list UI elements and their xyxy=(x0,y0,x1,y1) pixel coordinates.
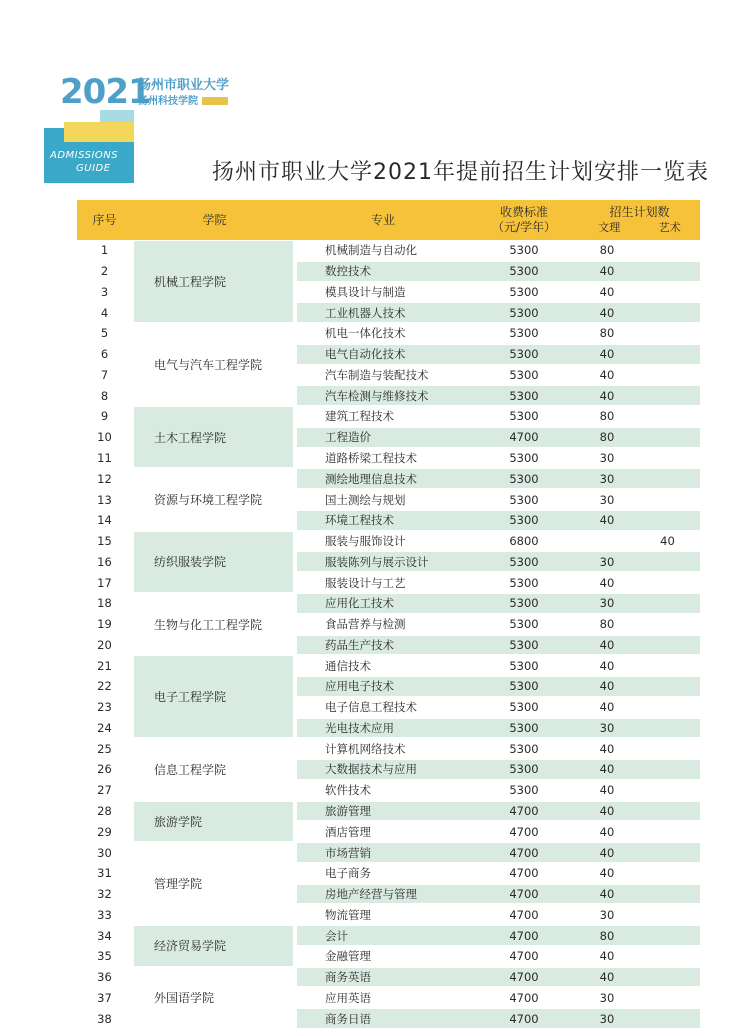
row-index: 11 xyxy=(97,451,112,465)
fee-value: 4700 xyxy=(509,845,539,860)
plan-yishu xyxy=(635,801,700,822)
table-row xyxy=(77,240,700,261)
plan-wenli: 80 xyxy=(599,409,615,424)
plan-yishu xyxy=(635,842,700,863)
plan-yishu xyxy=(635,468,700,489)
logo-admissions: ADMISSIONS xyxy=(50,150,119,161)
row-index: 35 xyxy=(97,949,112,964)
major-name: 测绘地理信息技术 xyxy=(325,471,417,486)
plan-wenli: 80 xyxy=(599,243,615,258)
major-name: 光电技术应用 xyxy=(325,720,394,735)
major-name: 药品生产技术 xyxy=(325,637,394,652)
fee-value: 4700 xyxy=(509,887,539,902)
table-row xyxy=(77,780,700,801)
table-row xyxy=(77,531,700,552)
college-cell: 电气与汽车工程学院 xyxy=(154,358,263,373)
table-row xyxy=(77,884,700,905)
plan-wenli: 40 xyxy=(599,783,615,798)
page-title: 扬州市职业大学2021年提前招生计划安排一览表 xyxy=(212,160,709,185)
plan-wenli: 80 xyxy=(599,430,615,445)
college-cell: 旅游学院 xyxy=(134,802,293,842)
table-row xyxy=(77,904,700,925)
major-name: 汽车制造与装配技术 xyxy=(325,367,429,382)
row-index: 27 xyxy=(97,783,112,798)
table-row xyxy=(77,282,700,303)
fee-value: 4700 xyxy=(509,430,539,445)
row-index: 4 xyxy=(100,305,109,320)
fee-value: 4700 xyxy=(509,907,539,922)
table-row xyxy=(77,427,700,448)
plan-wenli: 30 xyxy=(599,720,615,735)
major-name: 服装陈列与展示设计 xyxy=(325,554,429,569)
fee-value: 5300 xyxy=(509,783,539,798)
college-cell: 信息工程学院 xyxy=(154,762,227,777)
plan-wenli: 40 xyxy=(599,347,615,362)
row-index: 21 xyxy=(97,658,112,673)
major-name: 软件技术 xyxy=(325,783,371,798)
logo-college-name: 扬州科技学院 xyxy=(138,92,228,107)
header-index: 序号 xyxy=(92,212,117,227)
table-row xyxy=(77,801,700,822)
row-index: 6 xyxy=(100,347,109,362)
row-index: 36 xyxy=(97,970,112,985)
row-index: 16 xyxy=(97,554,112,569)
table-row xyxy=(77,967,700,988)
table-row xyxy=(77,925,700,946)
row-index: 17 xyxy=(97,575,112,590)
plan-wenli: 40 xyxy=(599,866,615,881)
plan-yishu xyxy=(635,697,700,718)
row-index: 28 xyxy=(97,803,112,818)
major-name: 物流管理 xyxy=(325,907,371,922)
table-row xyxy=(77,842,700,863)
college-cell: 外国语学院 xyxy=(154,991,215,1006)
plan-yishu xyxy=(635,344,700,365)
plan-wenli: 40 xyxy=(599,887,615,902)
row-index: 14 xyxy=(97,513,112,528)
plan-wenli: 30 xyxy=(599,554,615,569)
logo-guide: GUIDE xyxy=(76,163,111,174)
major-name: 国土测绘与规划 xyxy=(325,492,406,507)
college-cell: 管理学院 xyxy=(154,877,203,892)
major-name: 计算机网络技术 xyxy=(325,741,406,756)
major-name: 房地产经营与管理 xyxy=(325,887,417,902)
table-row xyxy=(77,468,700,489)
major-name: 商务日语 xyxy=(325,1011,371,1026)
plan-wenli: 40 xyxy=(599,388,615,403)
header-college: 学院 xyxy=(202,212,227,227)
fee-value: 5300 xyxy=(509,617,539,632)
row-index: 30 xyxy=(97,845,112,860)
plan-yishu xyxy=(635,635,700,656)
major-name: 服装与服饰设计 xyxy=(325,534,406,549)
plan-wenli: 30 xyxy=(599,492,615,507)
college-cell: 土木工程学院 xyxy=(134,407,293,467)
row-index: 1 xyxy=(100,243,109,258)
major-name: 会计 xyxy=(325,928,348,943)
major-name: 商务英语 xyxy=(325,970,371,985)
plan-yishu xyxy=(635,365,700,386)
row-index: 26 xyxy=(97,762,112,777)
fee-value: 5300 xyxy=(509,679,539,694)
header-plan: 招生计划数 文理 艺术 xyxy=(598,205,681,234)
plan-wenli: 80 xyxy=(599,928,615,943)
plan-yishu xyxy=(635,261,700,282)
plan-wenli: 40 xyxy=(599,970,615,985)
row-index: 25 xyxy=(97,741,112,756)
fee-value: 5300 xyxy=(509,367,539,382)
major-name: 电气自动化技术 xyxy=(325,347,406,362)
row-index: 12 xyxy=(97,471,112,486)
table-row xyxy=(77,863,700,884)
table-row xyxy=(77,946,700,967)
fee-value: 5300 xyxy=(509,513,539,528)
college-cell: 经济贸易学院 xyxy=(134,926,293,966)
major-name: 市场营销 xyxy=(325,845,371,860)
fee-value: 5300 xyxy=(509,305,539,320)
major-name: 电子商务 xyxy=(325,866,371,881)
table-row xyxy=(77,614,700,635)
table-row xyxy=(77,551,700,572)
major-name: 工业机器人技术 xyxy=(325,305,406,320)
fee-value: 4700 xyxy=(509,1011,539,1026)
plan-yishu xyxy=(635,551,700,572)
table-row xyxy=(77,718,700,739)
plan-yishu xyxy=(635,884,700,905)
plan-yishu xyxy=(635,987,700,1008)
major-name: 机械制造与自动化 xyxy=(325,243,417,258)
plan-yishu xyxy=(635,240,700,261)
major-name: 机电一体化技术 xyxy=(325,326,406,341)
fee-value: 4700 xyxy=(509,803,539,818)
table-row xyxy=(77,489,700,510)
college-cell: 机械工程学院 xyxy=(134,241,293,322)
fee-value: 5300 xyxy=(509,637,539,652)
plan-wenli: 30 xyxy=(599,1011,615,1026)
table-row xyxy=(77,655,700,676)
row-index: 29 xyxy=(97,824,112,839)
plan-yishu xyxy=(635,510,700,531)
major-name: 食品营养与检测 xyxy=(325,617,406,632)
fee-value: 5300 xyxy=(509,347,539,362)
plan-yishu xyxy=(635,676,700,697)
plan-yishu xyxy=(635,655,700,676)
row-index: 18 xyxy=(97,596,112,611)
row-index: 23 xyxy=(97,700,112,715)
plan-wenli: 40 xyxy=(599,305,615,320)
table-row xyxy=(77,448,700,469)
row-index: 10 xyxy=(97,430,112,445)
fee-value: 5300 xyxy=(509,451,539,465)
major-name: 应用电子技术 xyxy=(325,679,394,694)
fee-value: 4700 xyxy=(509,866,539,881)
row-index: 15 xyxy=(97,534,112,549)
fee-value: 5300 xyxy=(509,409,539,424)
plan-wenli: 40 xyxy=(599,845,615,860)
major-name: 数控技术 xyxy=(325,264,371,279)
row-index: 8 xyxy=(100,388,109,403)
row-index: 5 xyxy=(100,326,109,341)
table-row xyxy=(77,697,700,718)
plan-yishu xyxy=(635,427,700,448)
row-index: 22 xyxy=(97,679,112,694)
table-row xyxy=(77,323,700,344)
major-name: 通信技术 xyxy=(325,658,371,673)
row-index: 2 xyxy=(100,264,109,279)
plan-wenli: 40 xyxy=(599,741,615,756)
plan-yishu xyxy=(635,738,700,759)
plan-yishu xyxy=(635,593,700,614)
row-index: 34 xyxy=(97,928,112,943)
college-cell: 生物与化工工程学院 xyxy=(154,617,263,632)
fee-value: 5300 xyxy=(509,700,539,715)
plan-wenli: 40 xyxy=(599,762,615,777)
plan-wenli: 30 xyxy=(599,990,615,1005)
plan-yishu xyxy=(635,448,700,469)
major-name: 服装设计与工艺 xyxy=(325,575,406,590)
plan-yishu xyxy=(635,282,700,303)
plan-yishu xyxy=(635,904,700,925)
plan-yishu xyxy=(635,821,700,842)
table-row xyxy=(77,635,700,656)
fee-value: 5300 xyxy=(509,492,539,507)
fee-value: 5300 xyxy=(509,264,539,279)
fee-value: 5300 xyxy=(509,658,539,673)
major-name: 建筑工程技术 xyxy=(325,409,394,424)
table-row xyxy=(77,302,700,323)
row-index: 3 xyxy=(100,284,109,299)
fee-value: 4700 xyxy=(509,824,539,839)
fee-value: 4700 xyxy=(509,928,539,943)
plan-wenli: 40 xyxy=(599,284,615,299)
plan-wenli xyxy=(579,531,635,552)
major-name: 金融管理 xyxy=(325,949,371,964)
table-row xyxy=(77,593,700,614)
row-index: 38 xyxy=(97,1011,112,1026)
fee-value: 5300 xyxy=(509,326,539,341)
plan-wenli: 30 xyxy=(599,596,615,611)
plan-yishu xyxy=(635,946,700,967)
table-row xyxy=(77,510,700,531)
plan-yishu xyxy=(635,863,700,884)
plan-wenli: 40 xyxy=(599,803,615,818)
major-name: 大数据技术与应用 xyxy=(325,762,417,777)
fee-value: 5300 xyxy=(509,575,539,590)
table-row xyxy=(77,1008,700,1029)
plan-wenli: 40 xyxy=(599,575,615,590)
college-cell: 电子工程学院 xyxy=(134,656,293,737)
fee-value: 5300 xyxy=(509,388,539,403)
table-row xyxy=(77,821,700,842)
major-name: 酒店管理 xyxy=(325,824,371,839)
plan-yishu xyxy=(635,967,700,988)
fee-value: 4700 xyxy=(509,990,539,1005)
fee-value: 5300 xyxy=(509,284,539,299)
logo-decoration xyxy=(64,122,134,142)
plan-wenli: 40 xyxy=(599,264,615,279)
table-body xyxy=(77,240,700,1029)
plan-yishu xyxy=(635,385,700,406)
row-index: 7 xyxy=(100,367,109,382)
major-name: 环境工程技术 xyxy=(325,513,394,528)
fee-value: 5300 xyxy=(509,762,539,777)
table-row xyxy=(77,406,700,427)
college-cell: 资源与环境工程学院 xyxy=(154,493,263,508)
major-name: 汽车检测与维修技术 xyxy=(325,388,429,403)
table-row xyxy=(77,572,700,593)
plan-wenli: 30 xyxy=(599,451,615,465)
major-name: 工程造价 xyxy=(325,430,371,445)
fee-value: 6800 xyxy=(509,534,539,549)
plan-yishu xyxy=(635,759,700,780)
fee-value: 5300 xyxy=(509,243,539,258)
plan-wenli: 40 xyxy=(599,513,615,528)
plan-wenli: 40 xyxy=(599,367,615,382)
row-index: 13 xyxy=(97,492,112,507)
major-name: 旅游管理 xyxy=(325,803,371,818)
plan-wenli: 30 xyxy=(599,471,615,486)
fee-value: 5300 xyxy=(509,720,539,735)
logo-university-name: 扬州市职业大学 xyxy=(138,78,230,93)
row-index: 32 xyxy=(97,887,112,902)
fee-value: 5300 xyxy=(509,471,539,486)
admissions-table xyxy=(77,200,700,1029)
row-index: 33 xyxy=(97,907,112,922)
plan-yishu xyxy=(635,302,700,323)
major-name: 应用化工技术 xyxy=(325,596,394,611)
fee-value: 5300 xyxy=(509,596,539,611)
row-index: 31 xyxy=(97,866,112,881)
fee-value: 5300 xyxy=(509,741,539,756)
header-fee: 收费标准 （元/学年） xyxy=(491,205,557,234)
plan-wenli: 40 xyxy=(599,658,615,673)
row-index: 9 xyxy=(100,409,109,424)
plan-wenli: 80 xyxy=(599,617,615,632)
college-cell: 纺织服装学院 xyxy=(134,532,293,592)
plan-wenli: 30 xyxy=(599,907,615,922)
plan-yishu xyxy=(635,406,700,427)
plan-wenli: 40 xyxy=(599,679,615,694)
logo-year: 2021 xyxy=(60,72,151,112)
plan-yishu xyxy=(635,925,700,946)
plan-yishu xyxy=(635,1008,700,1029)
plan-yishu xyxy=(635,572,700,593)
major-name: 电子信息工程技术 xyxy=(325,700,417,715)
plan-wenli: 80 xyxy=(599,326,615,341)
major-name: 应用英语 xyxy=(325,990,371,1005)
row-index: 24 xyxy=(97,720,112,735)
plan-yishu xyxy=(635,489,700,510)
table-row xyxy=(77,676,700,697)
plan-wenli: 40 xyxy=(599,700,615,715)
plan-yishu xyxy=(635,614,700,635)
plan-wenli: 40 xyxy=(599,824,615,839)
fee-value: 4700 xyxy=(509,949,539,964)
table-row xyxy=(77,759,700,780)
major-name: 模具设计与制造 xyxy=(325,284,406,299)
logo xyxy=(40,70,240,185)
table-row xyxy=(77,261,700,282)
plan-yishu: 40 xyxy=(660,534,675,549)
major-name: 道路桥梁工程技术 xyxy=(325,451,417,465)
fee-value: 4700 xyxy=(509,970,539,985)
row-index: 19 xyxy=(97,617,112,632)
plan-wenli: 40 xyxy=(599,949,615,964)
table-row xyxy=(77,385,700,406)
plan-yishu xyxy=(635,718,700,739)
table-row xyxy=(77,987,700,1008)
table-row xyxy=(77,344,700,365)
row-index: 37 xyxy=(97,990,112,1005)
row-index: 20 xyxy=(97,637,112,652)
header-major: 专业 xyxy=(370,212,395,227)
table-header xyxy=(77,200,700,240)
plan-yishu xyxy=(635,323,700,344)
plan-wenli: 40 xyxy=(599,637,615,652)
plan-yishu xyxy=(635,780,700,801)
table-row xyxy=(77,365,700,386)
table-row xyxy=(77,738,700,759)
fee-value: 5300 xyxy=(509,554,539,569)
